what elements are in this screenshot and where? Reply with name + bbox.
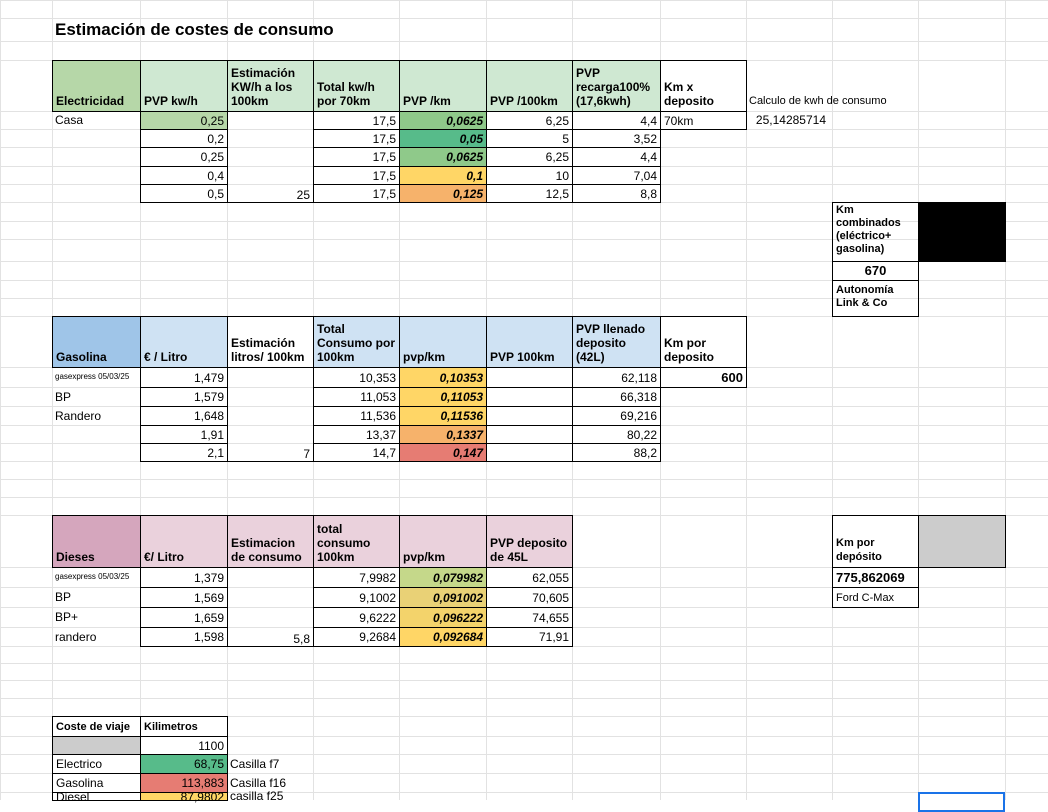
- combined-value[interactable]: 670: [832, 261, 919, 281]
- diesel-grey-cell[interactable]: [918, 515, 1006, 568]
- gas-header-4[interactable]: pvp/km: [399, 316, 487, 368]
- diesel-price-0[interactable]: 1,379: [140, 567, 228, 588]
- trip-label-0[interactable]: Electrico: [52, 754, 141, 774]
- gas-header-6[interactable]: PVP llenado deposito (42L): [572, 316, 661, 368]
- diesel-label-1[interactable]: BP: [55, 590, 72, 604]
- gas-price-3[interactable]: 1,91: [140, 425, 228, 444]
- diesel-pvpkm-3[interactable]: 0,092684: [399, 627, 487, 647]
- elec-header-6[interactable]: PVP recarga100% (17,6kwh): [572, 60, 661, 112]
- gas-pvpkm-0[interactable]: 0,10353: [399, 367, 487, 388]
- diesel-header-2[interactable]: Estimacion de consumo: [227, 515, 314, 568]
- elec-total-0[interactable]: 17,5: [313, 111, 400, 130]
- diesel-header-4[interactable]: pvp/km: [399, 515, 487, 568]
- diesel-header-0[interactable]: Dieses: [52, 515, 141, 568]
- diesel-pvpkm-2[interactable]: 0,096222: [399, 607, 487, 628]
- diesel-price-3[interactable]: 1,598: [140, 627, 228, 647]
- diesel-total-3[interactable]: 9,2684: [313, 627, 400, 647]
- elec-100km-0[interactable]: 6,25: [486, 111, 573, 130]
- gas-fill-0[interactable]: 62,118: [572, 367, 661, 388]
- elec-recarga-4[interactable]: 8,8: [572, 184, 661, 203]
- trip-label-1[interactable]: Gasolina: [52, 773, 141, 793]
- diesel-label-3[interactable]: randero: [55, 629, 97, 644]
- trip-km[interactable]: 1100: [140, 736, 228, 755]
- gas-label-0[interactable]: gasexpress 05/03/25: [55, 372, 130, 381]
- diesel-pvpkm-1[interactable]: 0,091002: [399, 587, 487, 608]
- gas-price-0[interactable]: 1,479: [140, 367, 228, 388]
- elec-total-2[interactable]: 17,5: [313, 147, 400, 167]
- diesel-label-2[interactable]: BP+: [55, 610, 79, 624]
- gas-fill-1[interactable]: 66,318: [572, 387, 661, 407]
- elec-header-3[interactable]: Total kw/h por 70km: [313, 60, 400, 112]
- gas-header-2[interactable]: Estimación litros/ 100km: [227, 316, 314, 368]
- elec-100km-4[interactable]: 12,5: [486, 184, 573, 203]
- trip-value-2[interactable]: 87,9802: [140, 792, 228, 801]
- diesel-car[interactable]: Ford C-Max: [832, 587, 919, 608]
- elec-total-1[interactable]: 17,5: [313, 129, 400, 148]
- gas-total-4[interactable]: 14,7: [313, 443, 400, 462]
- gas-km-deposito[interactable]: 600: [660, 367, 747, 388]
- trip-grey-cell[interactable]: [52, 736, 141, 755]
- elec-note[interactable]: Calculo de kwh de consumo: [749, 95, 887, 107]
- diesel-total-2[interactable]: 9,6222: [313, 607, 400, 628]
- diesel-label-0[interactable]: gasexpress 05/03/25: [55, 572, 130, 581]
- gas-header-0[interactable]: Gasolina: [52, 316, 141, 368]
- diesel-dep-2[interactable]: 74,655: [486, 607, 573, 628]
- gas-price-1[interactable]: 1,579: [140, 387, 228, 407]
- combined-autonomy[interactable]: Autonomía Link & Co: [832, 280, 919, 317]
- gas-total-1[interactable]: 11,053: [313, 387, 400, 407]
- gas-fill-4[interactable]: 88,2: [572, 443, 661, 462]
- elec-pvp-0[interactable]: 0,25: [140, 111, 228, 130]
- elec-100km-1[interactable]: 5: [486, 129, 573, 148]
- trip-value-1[interactable]: 113,883: [140, 773, 228, 793]
- trip-label-2[interactable]: Diesel: [52, 792, 141, 801]
- selected-cell[interactable]: [918, 792, 1005, 812]
- gas-pvpkm-1[interactable]: 0,11053: [399, 387, 487, 407]
- gas-header-1[interactable]: € / Litro: [140, 316, 228, 368]
- diesel-estim[interactable]: 5,8: [227, 567, 314, 647]
- gas-fill-2[interactable]: 69,216: [572, 406, 661, 426]
- trip-value-0[interactable]: 68,75: [140, 754, 228, 774]
- diesel-header-3[interactable]: total consumo 100km: [313, 515, 400, 568]
- gas-100km-0[interactable]: [486, 367, 573, 388]
- gas-label-3[interactable]: [52, 425, 140, 443]
- trip-header-0[interactable]: Coste de viaje: [52, 716, 141, 737]
- trip-note-0[interactable]: Casilla f7: [230, 756, 280, 771]
- diesel-total-0[interactable]: 7,9982: [313, 567, 400, 588]
- diesel-dep-0[interactable]: 62,055: [486, 567, 573, 588]
- diesel-km-value[interactable]: 775,862069: [832, 567, 919, 588]
- diesel-header-5[interactable]: PVP deposito de 45L: [486, 515, 573, 568]
- elec-header-5[interactable]: PVP /100km: [486, 60, 573, 112]
- gas-100km-4[interactable]: [486, 443, 573, 462]
- diesel-header-1[interactable]: €/ Litro: [140, 515, 228, 568]
- gas-header-7[interactable]: Km por deposito: [660, 316, 747, 368]
- elec-pvp-4[interactable]: 0,5: [140, 184, 228, 203]
- elec-recarga-0[interactable]: 4,4: [572, 111, 661, 130]
- diesel-dep-3[interactable]: 71,91: [486, 627, 573, 647]
- elec-header-0[interactable]: Electricidad: [52, 60, 141, 112]
- diesel-dep-1[interactable]: 70,605: [486, 587, 573, 608]
- gas-pvpkm-2[interactable]: 0,11536: [399, 406, 487, 426]
- elec-header-1[interactable]: PVP kw/h: [140, 60, 228, 112]
- trip-note-1[interactable]: Casilla f16: [230, 775, 287, 790]
- elec-header-2[interactable]: Estimación KW/h a los 100km: [227, 60, 314, 112]
- elec-pvp-2[interactable]: 0,25: [140, 147, 228, 167]
- elec-100km-3[interactable]: 10: [486, 166, 573, 185]
- elec-km-deposito[interactable]: 70km: [660, 111, 747, 130]
- sheet-title[interactable]: Estimación de costes de consumo: [55, 20, 334, 39]
- diesel-price-1[interactable]: 1,569: [140, 587, 228, 608]
- elec-100km-2[interactable]: 6,25: [486, 147, 573, 167]
- diesel-pvpkm-0[interactable]: 0,079982: [399, 567, 487, 588]
- gas-estim[interactable]: 7: [227, 367, 314, 462]
- gas-label-1[interactable]: BP: [55, 389, 72, 404]
- gas-100km-2[interactable]: [486, 406, 573, 426]
- elec-pvp-3[interactable]: 0,4: [140, 166, 228, 185]
- gas-pvpkm-3[interactable]: 0,1337: [399, 425, 487, 444]
- trip-note-2[interactable]: casilla f25: [230, 789, 284, 803]
- elec-total-3[interactable]: 17,5: [313, 166, 400, 185]
- elec-pvpkm-3[interactable]: 0,1: [399, 166, 487, 185]
- diesel-total-1[interactable]: 9,1002: [313, 587, 400, 608]
- gas-header-3[interactable]: Total Consumo por 100km: [313, 316, 400, 368]
- elec-recarga-2[interactable]: 4,4: [572, 147, 661, 167]
- elec-pvpkm-0[interactable]: 0,0625: [399, 111, 487, 130]
- elec-label[interactable]: Casa: [55, 113, 84, 127]
- elec-pvp-1[interactable]: 0,2: [140, 129, 228, 148]
- gas-100km-1[interactable]: [486, 387, 573, 407]
- gas-fill-3[interactable]: 80,22: [572, 425, 661, 444]
- diesel-price-2[interactable]: 1,659: [140, 607, 228, 628]
- elec-recarga-1[interactable]: 3,52: [572, 129, 661, 148]
- gas-price-4[interactable]: 2,1: [140, 443, 228, 462]
- elec-pvpkm-4[interactable]: 0,125: [399, 184, 487, 203]
- diesel-km-label[interactable]: Km por depósito: [832, 515, 919, 568]
- gas-label-2[interactable]: Randero: [55, 408, 102, 423]
- combined-black-cell[interactable]: [918, 202, 1006, 262]
- gas-total-0[interactable]: 10,353: [313, 367, 400, 388]
- elec-pvpkm-2[interactable]: 0,0625: [399, 147, 487, 167]
- gas-total-3[interactable]: 13,37: [313, 425, 400, 444]
- gas-100km-3[interactable]: [486, 425, 573, 444]
- gas-price-2[interactable]: 1,648: [140, 406, 228, 426]
- elec-header-7[interactable]: Km x deposito: [660, 60, 747, 112]
- elec-recarga-3[interactable]: 7,04: [572, 166, 661, 185]
- trip-header-1[interactable]: Kilimetros: [140, 716, 228, 737]
- gas-label-4[interactable]: [52, 443, 140, 461]
- gas-total-2[interactable]: 11,536: [313, 406, 400, 426]
- elec-pvpkm-1[interactable]: 0,05: [399, 129, 487, 148]
- gas-header-5[interactable]: PVP 100km: [486, 316, 573, 368]
- elec-estim[interactable]: 25: [227, 111, 314, 203]
- elec-kwh-consumo[interactable]: 25,14285714: [755, 113, 826, 127]
- elec-total-4[interactable]: 17,5: [313, 184, 400, 203]
- elec-header-4[interactable]: PVP /km: [399, 60, 487, 112]
- gas-pvpkm-4[interactable]: 0,147: [399, 443, 487, 462]
- combined-label[interactable]: Km combinados (eléctrico+ gasolina): [832, 202, 919, 262]
